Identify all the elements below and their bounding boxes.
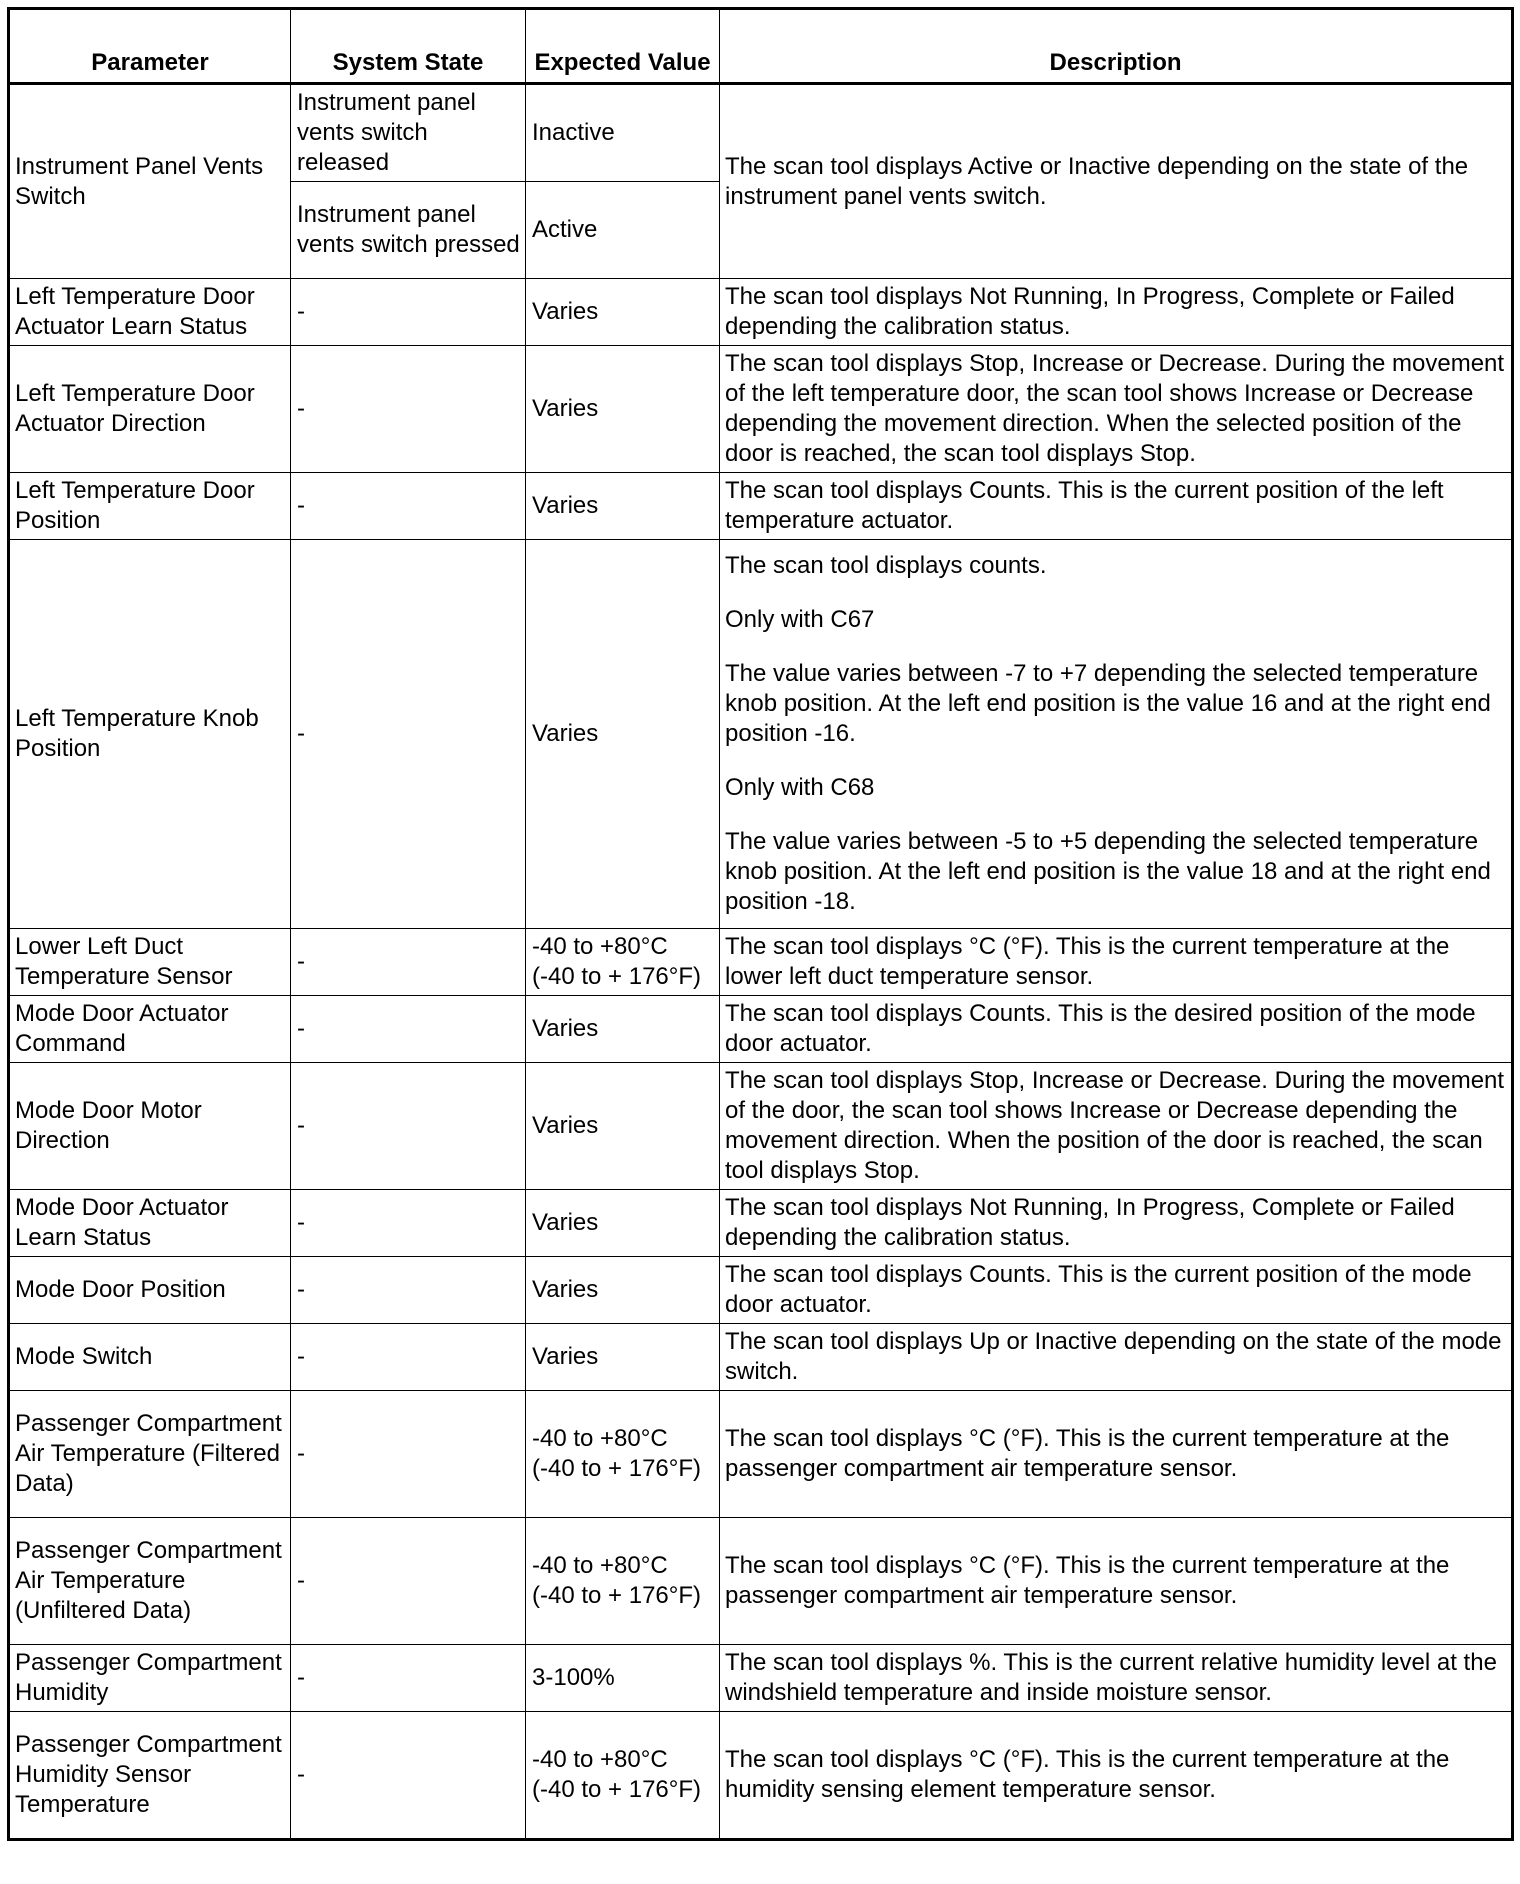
cell-description: The scan tool displays Not Running, In Progress, Complete or Failed depending the calibration status. (720, 279, 1513, 346)
cell-description: The scan tool displays Active or Inactive depending on the state of the instrument panel vents switch. (720, 84, 1513, 279)
header-expected-value: Expected Value (526, 9, 720, 84)
cell-expected-value: Varies (526, 1063, 720, 1190)
cell-system-state: Instrument panel vents switch pressed (291, 182, 526, 279)
cell-system-state: - (291, 540, 526, 929)
cell-system-state: - (291, 1324, 526, 1391)
cell-description (720, 540, 1513, 929)
cell-parameter: Left Temperature Knob Position (9, 540, 291, 929)
cell-parameter: Passenger Compartment Air Temperature (Filtered Data) (9, 1391, 291, 1518)
table-row (9, 540, 1513, 929)
cell-system-state: - (291, 473, 526, 540)
table-row (9, 1518, 1513, 1645)
cell-parameter: Lower Left Duct Temperature Sensor (9, 929, 291, 996)
description-paragraph: Only with C67 (725, 606, 875, 633)
table-row (9, 1391, 1513, 1518)
table-row (9, 346, 1513, 473)
cell-parameter: Mode Door Actuator Command (9, 996, 291, 1063)
table-row (9, 279, 1513, 346)
cell-parameter: Left Temperature Door Actuator Learn Status (9, 279, 291, 346)
cell-expected-value: Varies (526, 1190, 720, 1257)
cell-parameter: Left Temperature Door Position (9, 473, 291, 540)
table-row (9, 1324, 1513, 1391)
cell-expected-value: Varies (526, 540, 720, 929)
cell-expected-value: -40 to +80°C (-40 to + 176°F) (526, 929, 720, 996)
cell-system-state: - (291, 1063, 526, 1190)
cell-parameter: Mode Switch (9, 1324, 291, 1391)
cell-expected-value: Varies (526, 473, 720, 540)
cell-system-state: - (291, 1190, 526, 1257)
cell-expected-value: -40 to +80°C (-40 to + 176°F) (526, 1391, 720, 1518)
cell-description: The scan tool displays Up or Inactive depending on the state of the mode switch. (720, 1324, 1513, 1391)
table-row (9, 996, 1513, 1063)
cell-expected-value: -40 to +80°C (-40 to + 176°F) (526, 1712, 720, 1840)
cell-parameter: Mode Door Motor Direction (9, 1063, 291, 1190)
table-row (9, 1712, 1513, 1840)
cell-parameter: Left Temperature Door Actuator Direction (9, 346, 291, 473)
header-row (9, 9, 1513, 84)
table-row (9, 929, 1513, 996)
table-row (9, 1257, 1513, 1324)
cell-parameter: Passenger Compartment Humidity Sensor Temperature (9, 1712, 291, 1840)
cell-parameter: Mode Door Actuator Learn Status (9, 1190, 291, 1257)
cell-system-state: - (291, 929, 526, 996)
header-description: Description (720, 9, 1513, 84)
table-row (9, 1063, 1513, 1190)
cell-parameter: Mode Door Position (9, 1257, 291, 1324)
cell-expected-value: -40 to +80°C (-40 to + 176°F) (526, 1518, 720, 1645)
table-row (9, 84, 1513, 182)
cell-expected-value: Active (526, 182, 720, 279)
cell-description: The scan tool displays °C (°F). This is the current temperature at the passenger compartment air temperature sensor. (720, 1391, 1513, 1518)
description-paragraph: The value varies between -7 to +7 depending the selected temperature knob position. At the left end position is the value 16 and at the right end position -16. (725, 660, 1491, 747)
cell-parameter: Instrument Panel Vents Switch (9, 84, 291, 279)
table-row (9, 473, 1513, 540)
cell-system-state: - (291, 1257, 526, 1324)
cell-description: The scan tool displays °C (°F). This is the current temperature at the humidity sensing element temperature sensor. (720, 1712, 1513, 1840)
cell-expected-value: Varies (526, 279, 720, 346)
cell-expected-value: Varies (526, 346, 720, 473)
cell-description: The scan tool displays °C (°F). This is the current temperature at the passenger compartment air temperature sensor. (720, 1518, 1513, 1645)
cell-description: The scan tool displays Not Running, In Progress, Complete or Failed depending the calibration status. (720, 1190, 1513, 1257)
parameter-table (7, 7, 1514, 1841)
cell-expected-value: Varies (526, 996, 720, 1063)
cell-description: The scan tool displays Stop, Increase or Decrease. During the movement of the door, the scan tool shows Increase or Decrease depending the movement direction. When the position of the door is reached, the scan tool displays Stop. (720, 1063, 1513, 1190)
header-parameter: Parameter (9, 9, 291, 84)
cell-system-state: - (291, 1712, 526, 1840)
cell-description: The scan tool displays Counts. This is the desired position of the mode door actuator. (720, 996, 1513, 1063)
cell-expected-value: Varies (526, 1257, 720, 1324)
cell-parameter: Passenger Compartment Humidity (9, 1645, 291, 1712)
cell-system-state: - (291, 996, 526, 1063)
cell-description: The scan tool displays °C (°F). This is the current temperature at the lower left duct temperature sensor. (720, 929, 1513, 996)
cell-expected-value: Inactive (526, 84, 720, 182)
cell-description: The scan tool displays %. This is the current relative humidity level at the windshield temperature and inside moisture sensor. (720, 1645, 1513, 1712)
cell-description: The scan tool displays Stop, Increase or Decrease. During the movement of the left temperature door, the scan tool shows Increase or Decrease depending the movement direction. When the selected position of the door is reached, the scan tool displays Stop. (720, 346, 1513, 473)
cell-description: The scan tool displays Counts. This is the current position of the mode door actuator. (720, 1257, 1513, 1324)
cell-system-state: - (291, 1391, 526, 1518)
description-paragraph: The scan tool displays counts. (725, 552, 1047, 579)
description-paragraph: The value varies between -5 to +5 depending the selected temperature knob position. At the left end position is the value 18 and at the right end position -18. (725, 828, 1491, 915)
cell-system-state: - (291, 279, 526, 346)
cell-description: The scan tool displays Counts. This is the current position of the left temperature actuator. (720, 473, 1513, 540)
cell-parameter: Passenger Compartment Air Temperature (Unfiltered Data) (9, 1518, 291, 1645)
cell-system-state: Instrument panel vents switch released (291, 84, 526, 182)
cell-expected-value: 3-100% (526, 1645, 720, 1712)
cell-expected-value: Varies (526, 1324, 720, 1391)
description-paragraph: Only with C68 (725, 774, 875, 801)
table-row (9, 1645, 1513, 1712)
table-row (9, 1190, 1513, 1257)
cell-system-state: - (291, 346, 526, 473)
header-system-state: System State (291, 9, 526, 84)
cell-system-state: - (291, 1645, 526, 1712)
cell-system-state: - (291, 1518, 526, 1645)
